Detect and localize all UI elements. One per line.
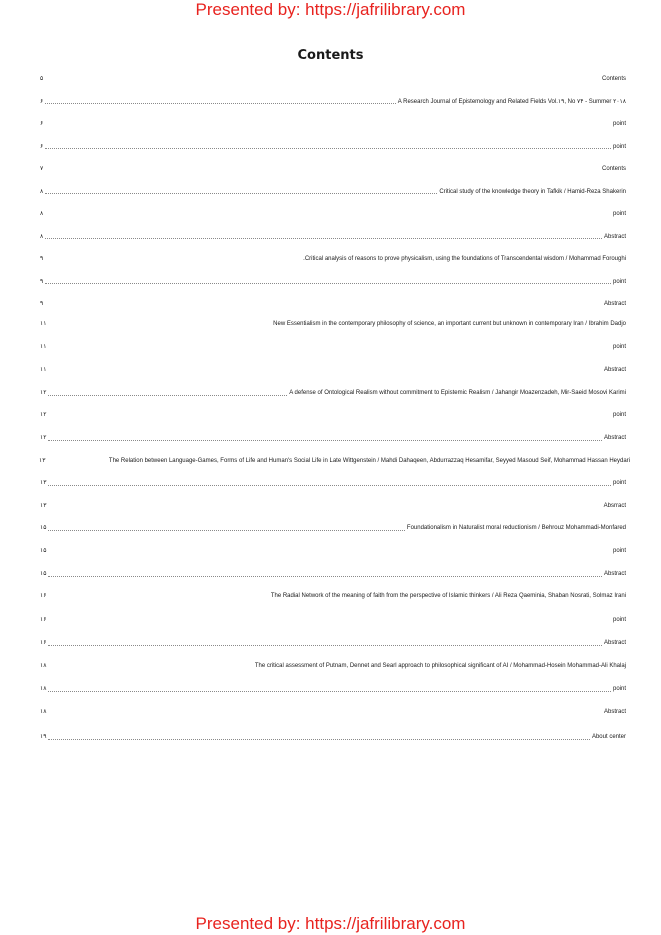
toc-entry[interactable] — [40, 615, 626, 625]
toc-page-number: ۱۳ — [39, 458, 46, 464]
toc-entry[interactable] — [40, 209, 626, 219]
toc-page-number: ۱۲ — [40, 390, 47, 396]
toc-entry[interactable] — [40, 546, 626, 556]
toc-entry[interactable] — [40, 119, 626, 129]
toc-entry-title[interactable]: point — [612, 480, 626, 486]
toc-page-number: ۹ — [40, 256, 44, 262]
toc-page-number: ۱۸ — [40, 663, 47, 669]
toc-page-number: ۱۳ — [40, 480, 47, 486]
toc-entry[interactable] — [39, 456, 630, 466]
toc-page-number: ۹ — [40, 301, 44, 307]
toc-entry[interactable] — [40, 232, 626, 242]
toc-entry[interactable] — [40, 707, 626, 717]
toc-page-number: ۹ — [40, 278, 44, 285]
dot-leader — [48, 739, 590, 740]
toc-page-number: ۵ — [40, 76, 44, 82]
toc-page-number: ۶ — [40, 98, 44, 105]
toc-entry[interactable] — [40, 365, 626, 375]
toc-entry[interactable] — [40, 142, 626, 152]
toc-entry[interactable] — [40, 661, 626, 671]
toc-page-number: ۶ — [40, 143, 44, 150]
toc-entry-title[interactable]: A Research Journal of Epistemology and Related Fields Vol.۱۹, No ۷۴ - Summer ۲۰۱۸ — [397, 98, 626, 105]
toc-entry[interactable] — [40, 187, 626, 197]
toc-entry[interactable] — [40, 591, 626, 601]
dot-leader — [48, 485, 611, 486]
bottom-watermark-link[interactable]: Presented by: https://jafrilibrary.com — [195, 914, 466, 933]
toc-entry[interactable] — [40, 319, 626, 329]
toc-page-number: ۱۲ — [40, 435, 47, 441]
toc-entry[interactable] — [40, 501, 626, 511]
dot-leader — [48, 645, 602, 646]
toc-entry-title[interactable]: point — [612, 278, 626, 285]
toc-entry-title[interactable]: point — [612, 211, 626, 217]
toc-page-number: ۱۶ — [40, 640, 47, 646]
toc-entry-title[interactable]: The Relation between Language-Games, Forms of Life and Human's Social Life in Late Wittgenstein / Mahdi Dahaqeen, Abdurrazzaq Hesamifar, Seyyed Masoud Seif, Mohammad Hassan Heydari — [108, 458, 630, 464]
dot-leader — [45, 193, 437, 194]
toc-entry-title[interactable]: New Essentialism in the contemporary philosophy of science, an important current but unknown in contemporary Iran / Ibrahim Dadjo — [273, 321, 626, 327]
toc-page-number: ۱۵ — [40, 525, 47, 531]
toc-entry[interactable] — [40, 732, 626, 742]
toc-page-number: ۶ — [40, 121, 44, 127]
dot-leader — [48, 691, 611, 692]
dot-leader — [48, 530, 404, 531]
toc-entry[interactable] — [40, 684, 626, 694]
toc-entry-title[interactable]: Abstract — [603, 435, 626, 441]
toc-entry[interactable] — [40, 97, 626, 107]
toc-page-number: ۱۱ — [40, 344, 47, 350]
toc-entry-title[interactable]: Abstract — [603, 367, 626, 373]
toc-page-number: ۱۲ — [40, 412, 47, 418]
toc-page-number: ۱۹ — [40, 734, 47, 740]
toc-page-number: ۱۱ — [40, 321, 47, 327]
dot-leader — [48, 395, 287, 396]
toc-entry-title[interactable]: point — [612, 548, 626, 554]
toc-page-number: ۸ — [40, 211, 44, 217]
toc-entry-title[interactable]: Foundationalism in Naturalist moral reductionism / Behrouz Mohammadi-Monfared — [406, 525, 626, 531]
dot-leader — [45, 148, 611, 149]
toc-entry-title[interactable]: point — [612, 412, 626, 418]
toc-entry-title[interactable]: point — [612, 686, 626, 692]
toc-entry-title[interactable]: Abstract — [603, 709, 626, 715]
toc-entry[interactable] — [40, 523, 626, 533]
toc-entry-title[interactable]: point — [612, 121, 626, 127]
toc-entry-title[interactable]: About center — [591, 734, 626, 740]
toc-entry-title[interactable]: Contents — [601, 166, 626, 172]
toc-page-number: ۱۵ — [40, 571, 47, 577]
toc-page-number: ۱۶ — [40, 617, 47, 623]
toc-entry[interactable] — [40, 254, 626, 264]
toc-page-number: ۱۶ — [40, 593, 47, 599]
toc-entry[interactable] — [40, 299, 626, 309]
toc-entry-title[interactable]: Abstract — [603, 233, 626, 240]
toc-entry-title[interactable]: .Critical analysis of reasons to prove physicalism, using the foundations of Transcendental wisdom / Mohammad Foroughi — [303, 256, 626, 262]
toc-entry[interactable] — [40, 638, 626, 648]
toc-entry-title[interactable]: point — [612, 344, 626, 350]
toc-entry-title[interactable]: Absrract — [603, 503, 626, 509]
dot-leader — [48, 440, 602, 441]
toc-page-number: ۱۳ — [40, 503, 47, 509]
toc-entry[interactable] — [40, 388, 626, 398]
toc-entry[interactable] — [40, 478, 626, 488]
toc-entry-title[interactable]: Abstract — [603, 571, 626, 577]
toc-entry-title[interactable]: Contents — [601, 76, 626, 82]
toc-entry-title[interactable]: The Radial Network of the meaning of faith from the perspective of Islamic thinkers / Ali Reza Qaeminia, Shaban Nosrati, Solmaz Irani — [270, 593, 626, 599]
dot-leader — [45, 103, 396, 104]
toc-entry[interactable] — [40, 433, 626, 443]
toc-page-number: ۱۸ — [40, 709, 47, 715]
toc-entry-title[interactable]: The critical assessment of Putnam, Dennet and Searl approach to philosophical significant of AI / Mohammad-Hosein Mohammad-Ali Khalaj — [254, 663, 626, 669]
toc-entry[interactable] — [40, 164, 626, 174]
toc-entry[interactable] — [40, 74, 626, 84]
toc-entry-title[interactable]: point — [612, 143, 626, 150]
toc-entry-title[interactable]: Abstract — [603, 640, 626, 646]
toc-entry-title[interactable]: point — [612, 617, 626, 623]
toc-entry-title[interactable]: Critical study of the knowledge theory in Tafkik / Hamid-Reza Shakerin — [439, 188, 626, 195]
toc-entry[interactable] — [40, 342, 626, 352]
toc-page-number: ۱۸ — [40, 686, 47, 692]
top-watermark-link[interactable]: Presented by: https://jafrilibrary.com — [195, 0, 466, 19]
toc-page-number: ۱۵ — [40, 548, 47, 554]
toc-page-number: ۸ — [40, 233, 44, 240]
toc-entry-title[interactable]: A defense of Ontological Realism without commitment to Epistemic Realism / Jahangir Moazenzadeh, Mir-Saeid Mosovi Karimi — [289, 390, 626, 396]
toc-page-number: ۱۱ — [40, 367, 47, 373]
toc-page-number: ۸ — [40, 188, 44, 195]
toc-page-number: ۷ — [40, 166, 44, 172]
dot-leader — [48, 576, 602, 577]
dot-leader — [45, 283, 611, 284]
toc-entry[interactable] — [40, 569, 626, 579]
dot-leader — [45, 238, 602, 239]
toc-entry-title[interactable]: Abstract — [603, 301, 626, 307]
page-title: Contents — [297, 48, 364, 63]
toc-entry[interactable] — [40, 277, 626, 287]
toc-entry[interactable] — [40, 410, 626, 420]
